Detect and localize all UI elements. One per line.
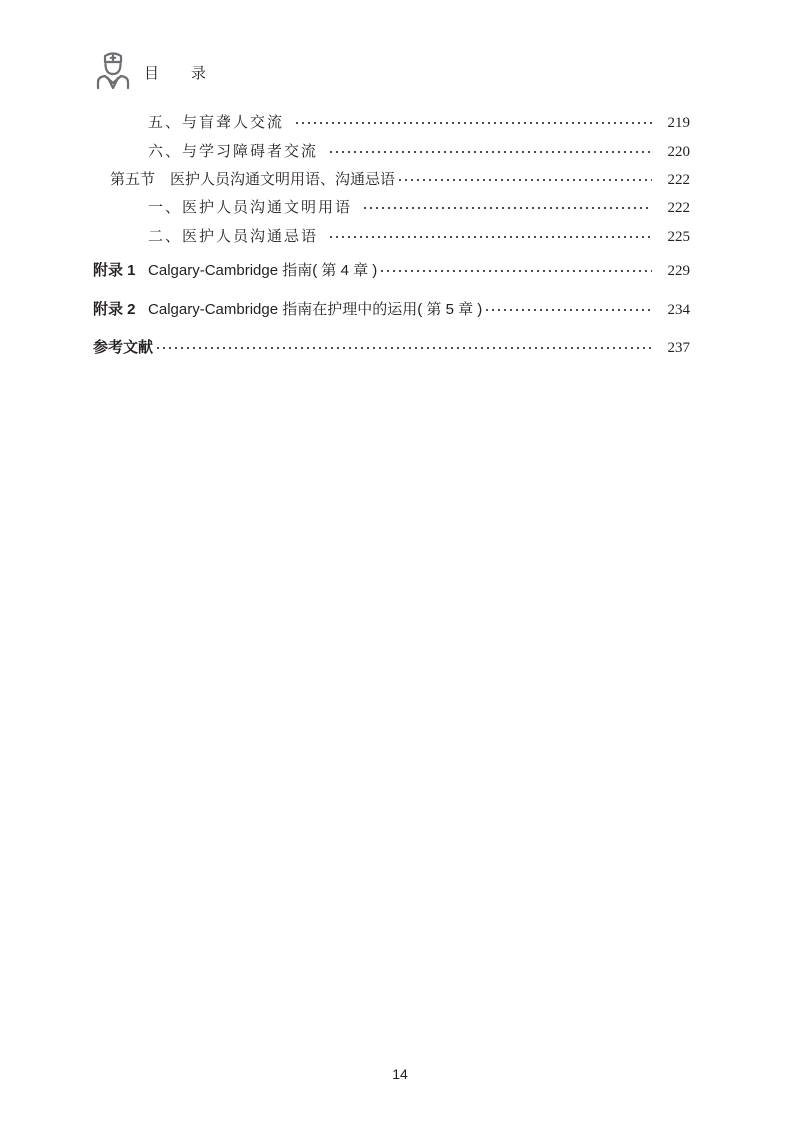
dot-leader [362,203,652,213]
page-header [96,50,207,90]
dot-leader [397,175,652,185]
toc-entry-page: 225 [667,229,690,245]
title-char-1: 目 [144,64,160,82]
toc-entry-title: 五、与盲聋人交流 [148,113,285,131]
page-title [144,62,206,83]
toc-entry-title: 一、医护人员沟通文明用语 [148,198,353,216]
toc-appendix-entry[interactable] [93,256,690,280]
page-number: 14 [392,1066,408,1082]
appendix-label: 附录 2 [93,301,136,318]
dot-leader [484,305,652,315]
toc-entry-page: 234 [667,302,690,318]
dot-leader [294,118,652,128]
toc-section-entry[interactable] [110,165,690,189]
toc-entry-page: 222 [667,172,690,188]
appendix-title: Calgary-Cambridge 指南( 第 4 章 ) [148,262,378,279]
toc-entry-title: 第五节 医护人员沟通文明用语、沟通忌语 [110,170,396,188]
appendix-label: 附录 1 [93,262,136,279]
nurse-icon [96,50,130,90]
toc-entry[interactable] [148,193,690,217]
dot-leader [379,266,652,276]
toc-entry-title [93,298,482,319]
dot-leader [328,232,652,242]
references-label: 参考文献 [93,339,154,356]
toc-entry-page: 222 [667,200,690,216]
toc-entry-title: 二、医护人员沟通忌语 [148,227,319,245]
title-char-2: 录 [191,64,207,82]
dot-leader [328,147,652,157]
toc-entry-page: 237 [667,340,690,356]
toc-appendix-entry[interactable] [93,333,690,357]
dot-leader [155,343,652,353]
toc-entry-page: 219 [667,115,690,131]
toc-entry-page: 229 [667,263,690,279]
toc-appendix-entry[interactable] [93,295,690,319]
toc-entry-title: 六、与学习障碍者交流 [148,142,319,160]
toc-entry[interactable] [148,222,690,246]
toc-entry-title [93,259,377,280]
toc-entry-title [93,336,153,357]
toc-entry[interactable] [148,108,690,132]
toc-entry-page: 220 [667,144,690,160]
appendix-title: Calgary-Cambridge 指南在护理中的运用( 第 5 章 ) [148,301,483,318]
toc-entry[interactable] [148,137,690,161]
